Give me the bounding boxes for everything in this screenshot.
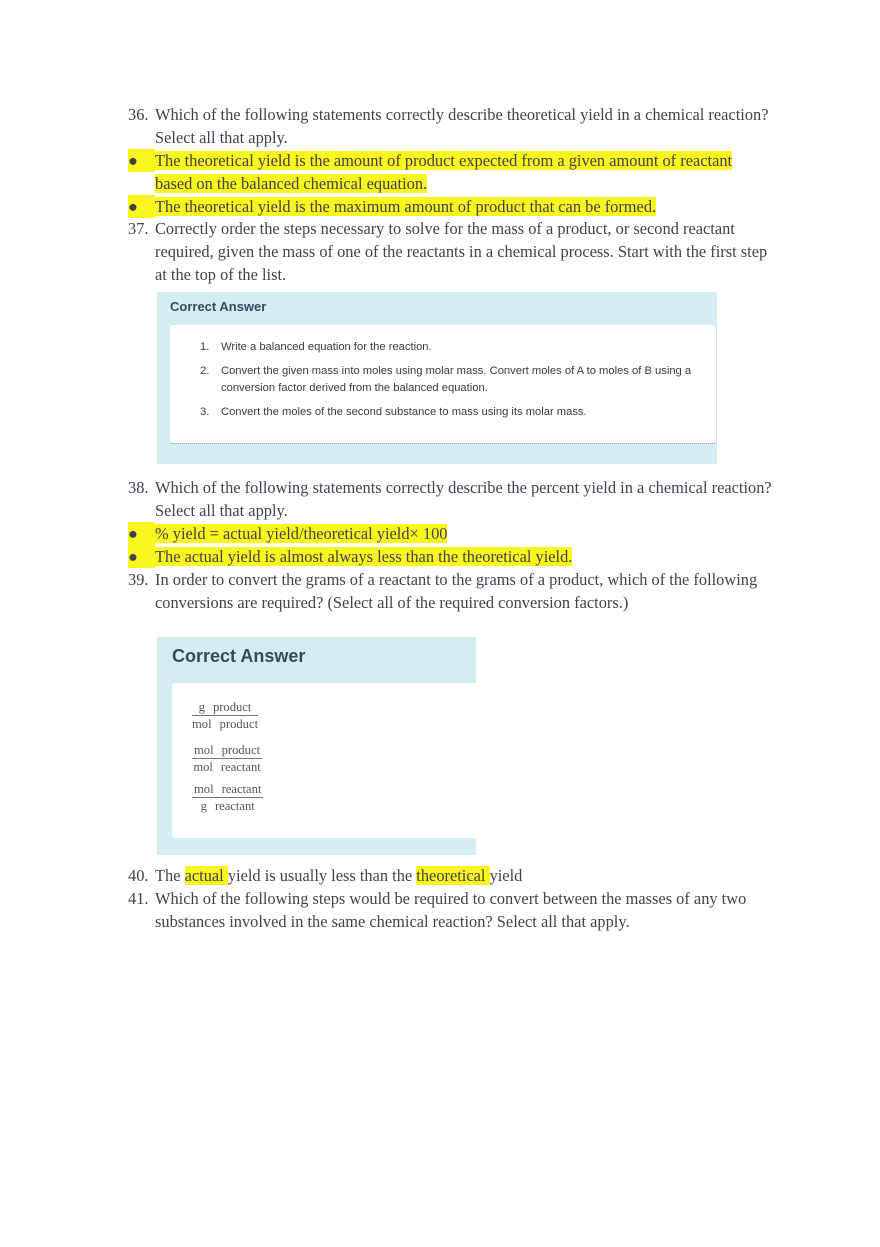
- bullet-icon: ●: [128, 149, 155, 172]
- correct-answer-card: [157, 292, 717, 464]
- question-number: 40.: [128, 866, 149, 885]
- ordered-steps: [200, 339, 701, 428]
- answer-text: The actual yield is almost always less than the theoretical yield.: [155, 547, 573, 566]
- list-item: 1. Write a balanced equation for the reaction.: [200, 341, 432, 353]
- question-number: 39.: [128, 570, 149, 589]
- question-text: Which of the following statements correctly describe the percent yield in a chemical reaction? Select all that apply.: [155, 478, 772, 520]
- card-body: [172, 683, 476, 838]
- list-item: 3. Convert the moles of the second substance to mass using its molar mass.: [200, 406, 587, 418]
- correct-answer-card: [157, 637, 476, 855]
- answer-bullet: [128, 545, 572, 568]
- answer-bullet: [128, 149, 732, 172]
- question-number: 38.: [128, 478, 149, 497]
- question-text: In order to convert the grams of a reactant to the grams of a product, which of the following conversions are required? (Select all of the required conversion factors.): [155, 570, 758, 612]
- bullet-icon: ●: [128, 195, 155, 218]
- answer-bullet: [128, 522, 447, 545]
- question-36: [128, 103, 778, 149]
- list-item: 2. Convert the given mass into moles using molar mass. Convert moles of A to moles of B using a conversion factor derived from the balanced equation.: [200, 365, 692, 394]
- answer-text: % yield = actual yield/theoretical yield× 100: [155, 524, 448, 543]
- question-39: [128, 568, 768, 614]
- question-text: Which of the following statements correctly describe theoretical yield in a chemical reaction? Select all that apply.: [155, 105, 769, 147]
- question-38: [128, 476, 778, 522]
- answer-bullet: [128, 195, 656, 218]
- question-41: [128, 887, 758, 933]
- conversion-factor: mol product mol reactant: [193, 743, 261, 774]
- divider: [171, 443, 717, 444]
- answer-text: The theoretical yield is the maximum amount of product that can be formed.: [155, 197, 657, 216]
- question-text: The actual yield is usually less than the theoretical yield: [155, 866, 523, 885]
- conversion-factor: g product mol product: [192, 700, 259, 731]
- answer-continuation: [128, 172, 427, 195]
- card-title: Correct Answer: [170, 299, 267, 314]
- question-number: 37.: [128, 219, 149, 238]
- bullet-icon: ●: [128, 545, 155, 568]
- question-text: Which of the following steps would be required to convert between the masses of any two substances involved in the same chemical reaction? Select all that apply.: [155, 889, 747, 931]
- bullet-icon: ●: [128, 522, 155, 545]
- answer-text: based on the balanced chemical equation.: [155, 174, 428, 193]
- question-number: 36.: [128, 105, 149, 124]
- answer-text: The theoretical yield is the amount of product expected from a given amount of reactant: [155, 151, 733, 170]
- card-title: Correct Answer: [172, 646, 306, 666]
- question-text: Correctly order the steps necessary to solve for the mass of a product, or second reactant required, given the mass of one of the reactants in a chemical process. Start with the first step at the top of the list.: [155, 219, 768, 284]
- question-37: [128, 217, 773, 286]
- conversion-factor: mol reactant g reactant: [194, 782, 262, 813]
- card-body: [170, 325, 716, 443]
- highlight-theoretical: theoretical: [416, 866, 490, 885]
- question-40: [128, 864, 778, 887]
- highlight-actual: actual: [184, 866, 228, 885]
- question-number: 41.: [128, 889, 149, 908]
